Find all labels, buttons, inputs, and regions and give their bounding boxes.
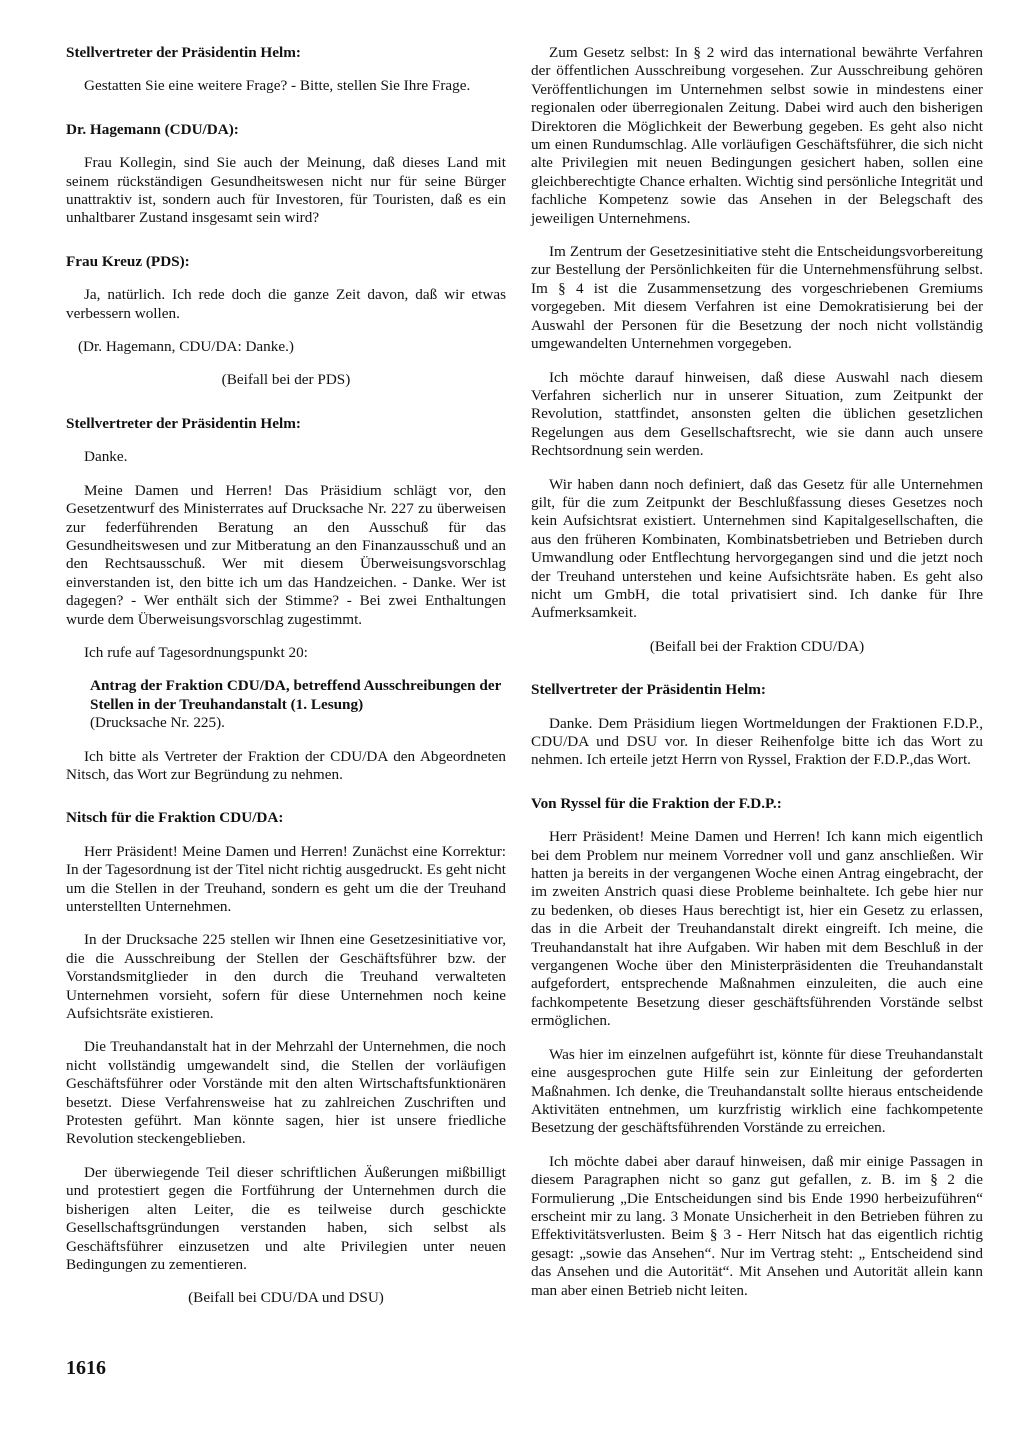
speaker-heading: Von Ryssel für die Fraktion der F.D.P.: [531, 794, 782, 812]
motion-title: Antrag der Fraktion CDU/DA, betreffend Ausschreibungen der Stellen in der Treuhandanstalt (1. Lesung) [90, 677, 502, 713]
speaker-heading: Stellvertreter der Präsidentin Helm: [531, 681, 766, 699]
paragraph: Ja, natürlich. Ich rede doch die ganze Zeit davon, daß wir etwas verbessern wollen. [66, 286, 506, 322]
paragraph: Ich möchte dabei aber darauf hinweisen, daß mir einige Passagen in diesem Paragraphen nicht so ganz gut gefallen, z. B. im § 2 die Formulierung „Die Entscheidungen sind bis Ende 1990 herbeizuführen“ erscheint mir zu lang. 3 Monate Unsicherheit in den Betrieben führen zu Effektivitätsverlusten. Beim § 3 - Herr Nitsch hat das eigentlich richtig gesagt: „sowie das Ansehen“. Nur im Vertrag steht: „ Entscheidend sind das Ansehen und die Autorität“. Mit Ansehen und Autorität allein kann man aber einen Betrieb nicht leiten. [531, 1152, 983, 1299]
paragraph: Die Treuhandanstalt hat in der Mehrzahl der Unternehmen, die noch nicht vollständig umgewandelt sind, die Stellen der vorläufigen Geschäftsführer oder Vorstände mit den alten Wirtschaftsfunktionären besetzt. Diese Verfahrensweise hat zu zahlreichen Zuschriften und Protesten geführt. Man könnte sagen, hier ist unsere friedliche Revolution steckengeblieben. [66, 1038, 506, 1148]
paragraph: Zum Gesetz selbst: In § 2 wird das international bewährte Verfahren der öffentlichen Ausschreibung vorgesehen. Zur Ausschreibung gehören Veröffentlichungen im Unternehmen selbst sowie in mindestens einer regionalen oder überregionalen Zeitung. Dabei wird auch den bisherigen Direktoren die Möglichkeit der Bewerbung gegeben. Es geht also nicht um einen Rundumschlag. Alle vorläufigen Geschäftsführer, die sich nicht alte Privilegien mit neuen Bedingungen gesichert haben, sollen eine gleichberechtigte Chance erhalten. Wichtig sind persönliche Integrität und fachliche Kompetenz sowie das Ansehen in der Belegschaft des jeweiligen Unternehmens. [531, 44, 983, 227]
speaker-heading: Stellvertreter der Präsidentin Helm: [66, 414, 301, 432]
paragraph: Gestatten Sie eine weitere Frage? - Bitte, stellen Sie Ihre Frage. [84, 77, 471, 95]
paragraph: Der überwiegende Teil dieser schriftlichen Äußerungen mißbilligt und protestiert gegen die Fortführung der Unternehmen durch die bisherigen alten Leiter, die es teilweise durch geschickte Gesellschaftsgründungen verstanden haben, sich selbst als Geschäftsführer einzusetzen und alte Privilegien unter neuen Bedingungen zu zementieren. [66, 1163, 506, 1273]
speaker-heading: Stellvertreter der Präsidentin Helm: [66, 44, 301, 61]
applause-note: (Beifall bei der Fraktion CDU/DA) [649, 637, 865, 655]
applause-note: (Beifall bei CDU/DA und DSU) [188, 1289, 384, 1307]
motion-reference: (Drucksache Nr. 225). [90, 714, 225, 732]
interjection: (Dr. Hagemann, CDU/DA: Danke.) [78, 338, 294, 356]
paragraph: Herr Präsident! Meine Damen und Herren! Ich kann mich eigentlich bei dem Problem nur meinem Vorredner voll und ganz anschließen. Wir hatten ja bereits in der vergangenen Woche einen Antrag eingebracht, der im zweiten Anstrich quasi diese Probleme beinhaltete. Ich gebe hier nur zu bedenken, ob dieses Haus berechtigt ist, hier ein Gesetz zu erlassen, das in die Arbeit der Treuhandanstalt direkt eingreift. Ich meine, die Treuhandanstalt hat ihre Aufgaben. Wir haben mit dem Beschluß in der vergangenen Woche über den Ministerpräsidenten die Treuhandanstalt aufgefordert, entsprechende Maßnahmen einzuleiten, die auch eine fachkompetente Besetzung dieser geschäftsführenden Vorstände selbst ermöglichen. [531, 828, 983, 1030]
applause-note: (Beifall bei der PDS) [221, 371, 351, 389]
paragraph: Was hier im einzelnen aufgeführt ist, könnte für diese Treuhandanstalt eine ausgesprochen gute Hilfe sein zur Einleitung der geforderten Maßnahmen. Ich denke, die Treuhandanstalt sollte hieraus entscheidende Aktivitäten entnehmen, um kurzfristig wirklich eine fachkompetente Besetzung der geschäftsführenden Vorstände zu erreichen. [531, 1045, 983, 1137]
left-column [66, 44, 506, 1323]
paragraph: Danke. Dem Präsidium liegen Wortmeldungen der Fraktionen F.D.P., CDU/DA und DSU vor. In dieser Reihenfolge bitte ich das Wort zu nehmen. Ich erteile jetzt Herrn von Ryssel, Fraktion der F.D.P.,das Wort. [531, 714, 983, 769]
paragraph: Herr Präsident! Meine Damen und Herren! Zunächst eine Korrektur: In der Tagesordnung ist der Titel nicht richtig ausgedruckt. Es geht nicht um die Stellen in der Treuhand, sondern es geht um die der Treuhand unterstellten Unternehmen. [66, 842, 506, 915]
speaker-heading: Frau Kreuz (PDS): [66, 252, 190, 270]
paragraph: Danke. [84, 448, 128, 466]
paragraph: Ich rufe auf Tagesordnungspunkt 20: [84, 643, 308, 661]
agenda-motion [66, 677, 506, 732]
right-column [531, 44, 983, 1315]
paragraph: Ich bitte als Vertreter der Fraktion der CDU/DA den Abgeordneten Nitsch, das Wort zur Begründung zu nehmen. [66, 747, 506, 783]
page-number: 1616 [66, 1357, 106, 1379]
paragraph: Im Zentrum der Gesetzesinitiative steht die Entscheidungsvorbereitung zur Bestellung der Persönlichkeiten für die Unternehmensführung selbst. Im § 4 ist die Zusammensetzung des vorgeschriebenen Gremiums vorgegeben. Mit diesem Verfahren ist eine Demokratisierung bei der Auswahl der Personen für die Besetzung der noch nicht vollständig umgewandelten Unternehmen vorgegeben. [531, 243, 983, 353]
speaker-heading: Dr. Hagemann (CDU/DA): [66, 120, 239, 138]
paragraph: Meine Damen und Herren! Das Präsidium schlägt vor, den Gesetzentwurf des Ministerrates auf Drucksache Nr. 227 zu überweisen zur federführenden Beratung an den Ausschuß für das Gesundheitswesen und zur Mitberatung an den Finanzausschuß und an den Rechtsausschuß. Wer mit diesem Überweisungsvorschlag einverstanden ist, den bitte ich um das Handzeichen. - Danke. Wer ist dagegen? - Wer enthält sich der Stimme? - Bei zwei Enthaltungen wurde dem Überweisungsvorschlag zugestimmt. [66, 481, 506, 628]
paragraph: In der Drucksache 225 stellen wir Ihnen eine Gesetzesinitiative vor, die die Ausschreibung der Stellen der Geschäftsführer bzw. der Vorstandsmitglieder in den durch die Treuhand verwalteten Unternehmen vorsieht, sofern für diese Unternehmen noch keine Aufsichtsräte existieren. [66, 931, 506, 1023]
paragraph: Frau Kollegin, sind Sie auch der Meinung, daß dieses Land mit seinem rückständigen Gesundheitswesen nicht nur für seine Bürger unattraktiv ist, sondern auch für Investoren, für Touristen, daß es ein unhaltbarer Zustand insgesamt sein wird? [66, 154, 506, 227]
paragraph: Ich möchte darauf hinweisen, daß diese Auswahl nach diesem Verfahren sicherlich nur in unserer Situation, zum Zeitpunkt der Revolution, stattfindet, ansonsten gelten die üblichen gesetzlichen Regelungen aus dem Gesellschaftsrecht, wie sie dann auch unsere Rechtsordnung sein werden. [531, 368, 983, 460]
paragraph: Wir haben dann noch definiert, daß das Gesetz für alle Unternehmen gilt, für die zum Zeitpunkt der Beschlußfassung dieses Gesetzes noch kein Aufsichtsrat existiert. Unternehmen sind Kapitalgesellschaften, die aus den früheren Kombinaten, Kombinatsbetrieben und Betrieben durch Umwandlung oder Entflechtung hervorgegangen sind und die jetzt noch der Treuhand unterstehen und keine Aufsichtsräte haben. Es geht also nicht um GmbH, die total privatisiert sind. Ich danke für Ihre Aufmerksamkeit. [531, 475, 983, 622]
speaker-heading: Nitsch für die Fraktion CDU/DA: [66, 809, 284, 827]
